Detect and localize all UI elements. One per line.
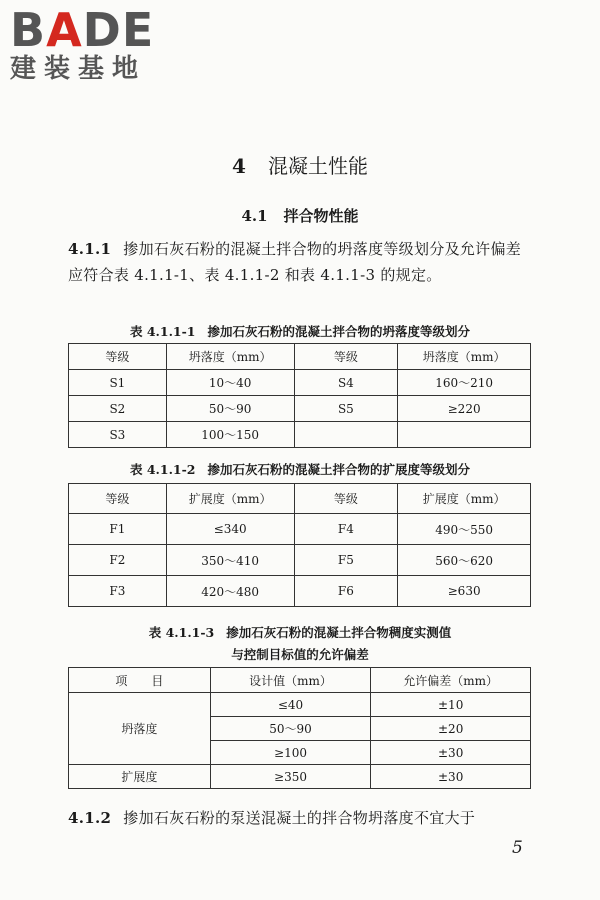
spread-grade-table (68, 483, 531, 607)
table-cell: F4 (294, 514, 398, 545)
table-cell: F5 (294, 545, 398, 576)
table-cell: F2 (69, 545, 167, 576)
clause-4-1-1 (68, 236, 536, 288)
table-cell (294, 422, 398, 448)
table-cell: 350～410 (166, 545, 294, 576)
section-title: 拌合物性能 (283, 207, 359, 225)
chapter-heading (0, 150, 600, 179)
table-header-row (69, 484, 531, 514)
table-cell: ±30 (371, 765, 531, 789)
table-row (69, 370, 531, 396)
slump-label-cell: 坍落度 (69, 693, 211, 765)
section-heading (0, 205, 600, 226)
table-row (69, 422, 531, 448)
table-cell: ≥350 (210, 765, 371, 789)
table-cell: ≤340 (166, 514, 294, 545)
table-row (69, 693, 531, 717)
logo-wordmark: BADE (10, 3, 155, 57)
clause-number: 4.1.1 (68, 240, 112, 258)
header-cell: 等级 (69, 484, 167, 514)
table-cell: ≥100 (210, 741, 371, 765)
table-cell: 420～480 (166, 576, 294, 607)
table-cell: F6 (294, 576, 398, 607)
header-cell: 等级 (294, 344, 398, 370)
tolerance-table (68, 667, 531, 789)
header-cell: 等级 (69, 344, 167, 370)
clause-text: 掺加石灰石粉的泵送混凝土的拌合物坍落度不宜大于 (123, 809, 476, 827)
table-cell (398, 422, 531, 448)
header-cell: 设计值（mm） (210, 668, 371, 693)
page-number: 5 (512, 838, 523, 858)
table-cell: ±30 (371, 741, 531, 765)
table-cell: S2 (69, 396, 167, 422)
table-caption-1: 表 4.1.1-1 掺加石灰石粉的混凝土拌合物的坍落度等级划分 (129, 324, 471, 339)
table-row (69, 514, 531, 545)
table-cell: S1 (69, 370, 167, 396)
table-cell: ≤40 (210, 693, 371, 717)
table-row (69, 765, 531, 789)
table-cell: 160～210 (398, 370, 531, 396)
table-cell: 560～620 (398, 545, 531, 576)
logo-subtitle: 建装基地 (10, 54, 147, 84)
table-header-row (69, 668, 531, 693)
table-caption-3: 表 4.1.1-3 掺加石灰石粉的混凝土拌合物稠度实测值 (148, 625, 452, 640)
table-cell: 50～90 (210, 717, 371, 741)
table-caption-2: 表 4.1.1-2 掺加石灰石粉的混凝土拌合物的扩展度等级划分 (129, 462, 471, 477)
table-cell: ≥630 (398, 576, 531, 607)
header-cell: 允许偏差（mm） (371, 668, 531, 693)
header-cell: 等级 (294, 484, 398, 514)
table-cell: F1 (69, 514, 167, 545)
table-row (69, 396, 531, 422)
clause-number: 4.1.2 (68, 809, 112, 827)
section-number: 4.1 (241, 207, 268, 225)
table-cell: 100～150 (166, 422, 294, 448)
header-cell: 坍落度（mm） (398, 344, 531, 370)
clause-text: 掺加石灰石粉的混凝土拌合物的坍落度等级划分及允许偏差应符合表 4.1.1-1、表 4.1.1-2 和表 4.1.1-3 的规定。 (68, 240, 522, 284)
logo (10, 3, 175, 84)
table-cell: ±20 (371, 717, 531, 741)
clause-4-1-2 (68, 805, 536, 831)
table-cell: 10～40 (166, 370, 294, 396)
header-cell: 扩展度（mm） (398, 484, 531, 514)
table-row (69, 545, 531, 576)
table-cell: S3 (69, 422, 167, 448)
slump-grade-table (68, 343, 531, 448)
header-cell: 坍落度（mm） (166, 344, 294, 370)
table-cell: S5 (294, 396, 398, 422)
table-cell: S4 (294, 370, 398, 396)
table-cell: F3 (69, 576, 167, 607)
table-cell: 50～90 (166, 396, 294, 422)
header-cell: 扩展度（mm） (166, 484, 294, 514)
table-cell: ≥220 (398, 396, 531, 422)
table-header-row (69, 344, 531, 370)
table-row (69, 576, 531, 607)
chapter-title: 混凝土性能 (267, 154, 368, 178)
spread-label-cell: 扩展度 (69, 765, 211, 789)
table-cell: ±10 (371, 693, 531, 717)
chapter-number: 4 (232, 154, 246, 178)
table-cell: 490～550 (398, 514, 531, 545)
header-cell: 项 目 (69, 668, 211, 693)
table-caption-3-line2: 与控制目标值的允许偏差 (231, 647, 369, 662)
